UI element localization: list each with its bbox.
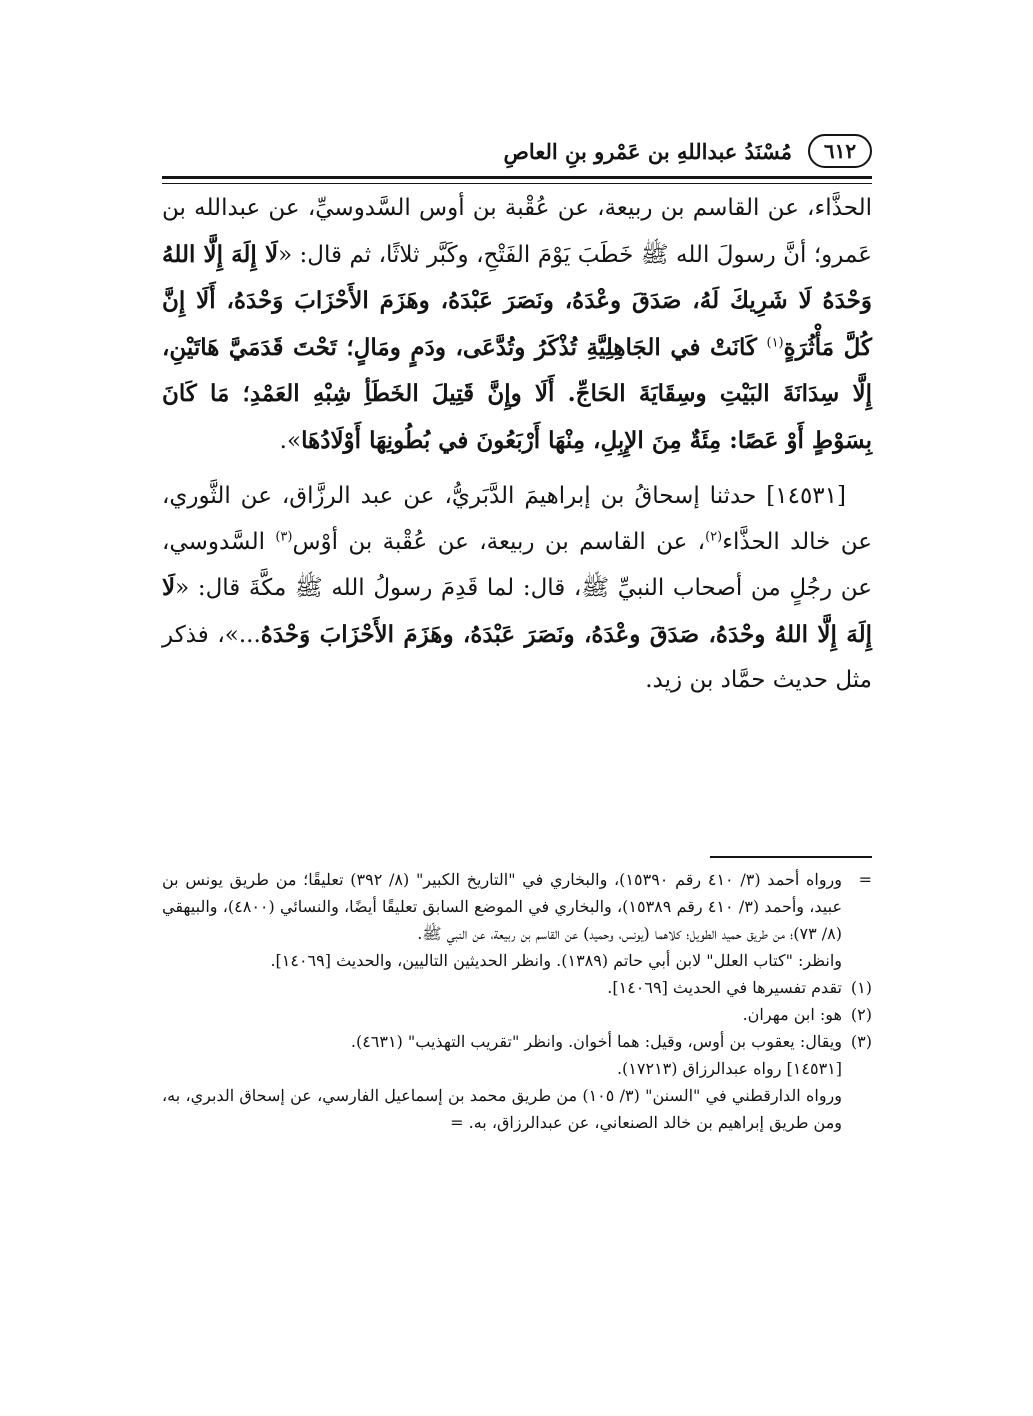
continuation-mark: =	[858, 870, 872, 889]
continuation-mark: =	[450, 1113, 464, 1132]
text-run: [١٤٥٣١] حدثنا إسحاقُ بن إبراهيمَ الدَّبَريُّ، عن عبد الرزَّاق، عن الثَّوري، عن خالد الحذَّاء	[162, 483, 872, 555]
footnote-text: هو: ابن مهران.	[742, 1005, 842, 1024]
hadith-paragraph-1	[162, 186, 872, 464]
main-text	[162, 186, 872, 704]
footnote-ref-3[interactable]: (٣)	[275, 528, 293, 544]
footnote-text: تقدم تفسيرها في الحديث [١٤٠٦٩].	[607, 978, 842, 997]
hadith-takhrij-detail	[162, 1082, 872, 1136]
footnote-text: ورواه الدارقطني في "السنن" (٣/ ١٠٥) من طريق محمد بن إسماعيل الفارسي، عن إسحاق الدبري، به، ومن طريق إبراهيم بن خالد الصنعاني، عن عبدالرزاق، به.	[162, 1086, 842, 1132]
footnote-text: وانظر: "كتاب العلل" لابن أبي حاتم (١٣٨٩). وانظر الحديثين التاليين، والحديث [١٤٠٦٩].	[270, 951, 842, 970]
prophetic-speech: لَا إِلَهَ إِلَّا اللهُ وَحْدَهُ لَا شَرِيكَ لَهُ، صَدَقَ وعْدَهُ، ونَصَرَ عَبْدَهُ، وهَزَمَ الأَحْزَابَ وَحْدَهُ، أَلَا إِنَّ كُلَّ مَأْثُرَةٍ	[162, 240, 872, 361]
prophetic-speech: كَانَتْ في الجَاهِلِيَّةِ تُذْكَرُ وتُدَّعَى، ودَمٍ ومَالٍ؛ تَحْتَ قَدَمَيَّ هَاتَيْنِ، إِلَّا سِدَانَةَ البَيْتِ وسِقَايَةَ الحَاجِّ. أَلَا وإِنَّ قَتِيلَ الخَطَأِ شِبْهِ العَمْدِ؛ مَا كَانَ بِسَوْطٍ أَوْ عَصًا: مِئَةٌ مِنَ الإِبِلِ، مِنْهَا أَرْبَعُونَ في بُطُونِهَا أَوْلَادُهَا	[162, 333, 872, 454]
text-run: ، عن القاسم بن ربيعة، عن عُقْبة بن أوْس	[292, 528, 706, 555]
header-rule-thin	[162, 183, 872, 184]
text-run: ...»، فذكر مثل حديث حمَّاد بن زيد.	[162, 621, 872, 693]
footnote-2	[162, 1001, 872, 1028]
footnote-number: (٣)	[850, 1032, 872, 1051]
continuation-mark	[842, 1082, 872, 1136]
footnote-continuation	[162, 866, 872, 947]
running-title: مُسْنَدُ عبداللهِ بن عَمْرو بنِ العاصِ	[503, 138, 792, 164]
page-number: ٦١٢	[808, 134, 872, 168]
footnotes	[162, 866, 872, 1136]
hadith-takhrij: [١٤٥٣١] رواه عبدالرزاق (١٧٢١٣).	[616, 1059, 842, 1078]
footnote-separator	[710, 856, 872, 858]
hadith-paragraph-14531	[162, 474, 872, 704]
text-run: ».	[279, 427, 302, 454]
text-run: الحذَّاء، عن القاسم بن ربيعة، عن عُقْبة بن أوس السَّدوسيِّ، عن عبدالله بن عَمرو؛ أنَّ رسولَ الله ﷺ خَطَبَ يَوْمَ الفَتْحِ، وكَبَّر ثلاثًا، ثم قال: «	[162, 195, 872, 268]
footnote-number: (٢)	[850, 1005, 872, 1024]
page-header	[162, 128, 872, 174]
footnote-1	[162, 974, 872, 1001]
footnote-number: (١)	[850, 978, 872, 997]
header-rule-thick	[162, 176, 872, 179]
footnote-ref-2[interactable]: (٢)	[705, 528, 723, 544]
footnote-text: ورواه أحمد (٣/ ٤١٠ رقم ١٥٣٩٠)، والبخاري في "التاريخ الكبير" (٨/ ٣٩٢) تعليقًا؛ من طريق يونس بن عبيد، وأحمد (٣/ ٤١٠ رقم ١٥٣٨٩)، والبخاري في الموضع السابق تعليقًا أيضًا، والنسائي (٤٨٠٠)، والبيهقي (٨/ ٧٣)؛ من طريق حميد الطويل؛ كلاهما (يونس، وحميد) عن القاسم بن ربيعة، عن النبي ﷺ.	[162, 870, 843, 943]
footnote-ref-1[interactable]: (١)	[766, 334, 784, 350]
footnote-text: ويقال: يعقوب بن أوس، وقيل: هما أخوان. وانظر "تقريب التهذيب" (٤٦٣١).	[350, 1032, 842, 1051]
prophetic-speech: لَا إِلَهَ إِلَّا اللهُ وحْدَهُ، صَدَقَ وعْدَهُ، ونَصَرَ عَبْدَهُ، وهَزَمَ الأَحْزَابَ وَحْدَهُ	[162, 574, 872, 648]
footnote-3	[162, 1028, 872, 1055]
text-run: السَّدوسي، عن رجُلٍ من أصحاب النبيِّ ﷺ، قال: لما قَدِمَ رسولُ الله ﷺ مكَّةَ قال: «	[162, 528, 872, 601]
